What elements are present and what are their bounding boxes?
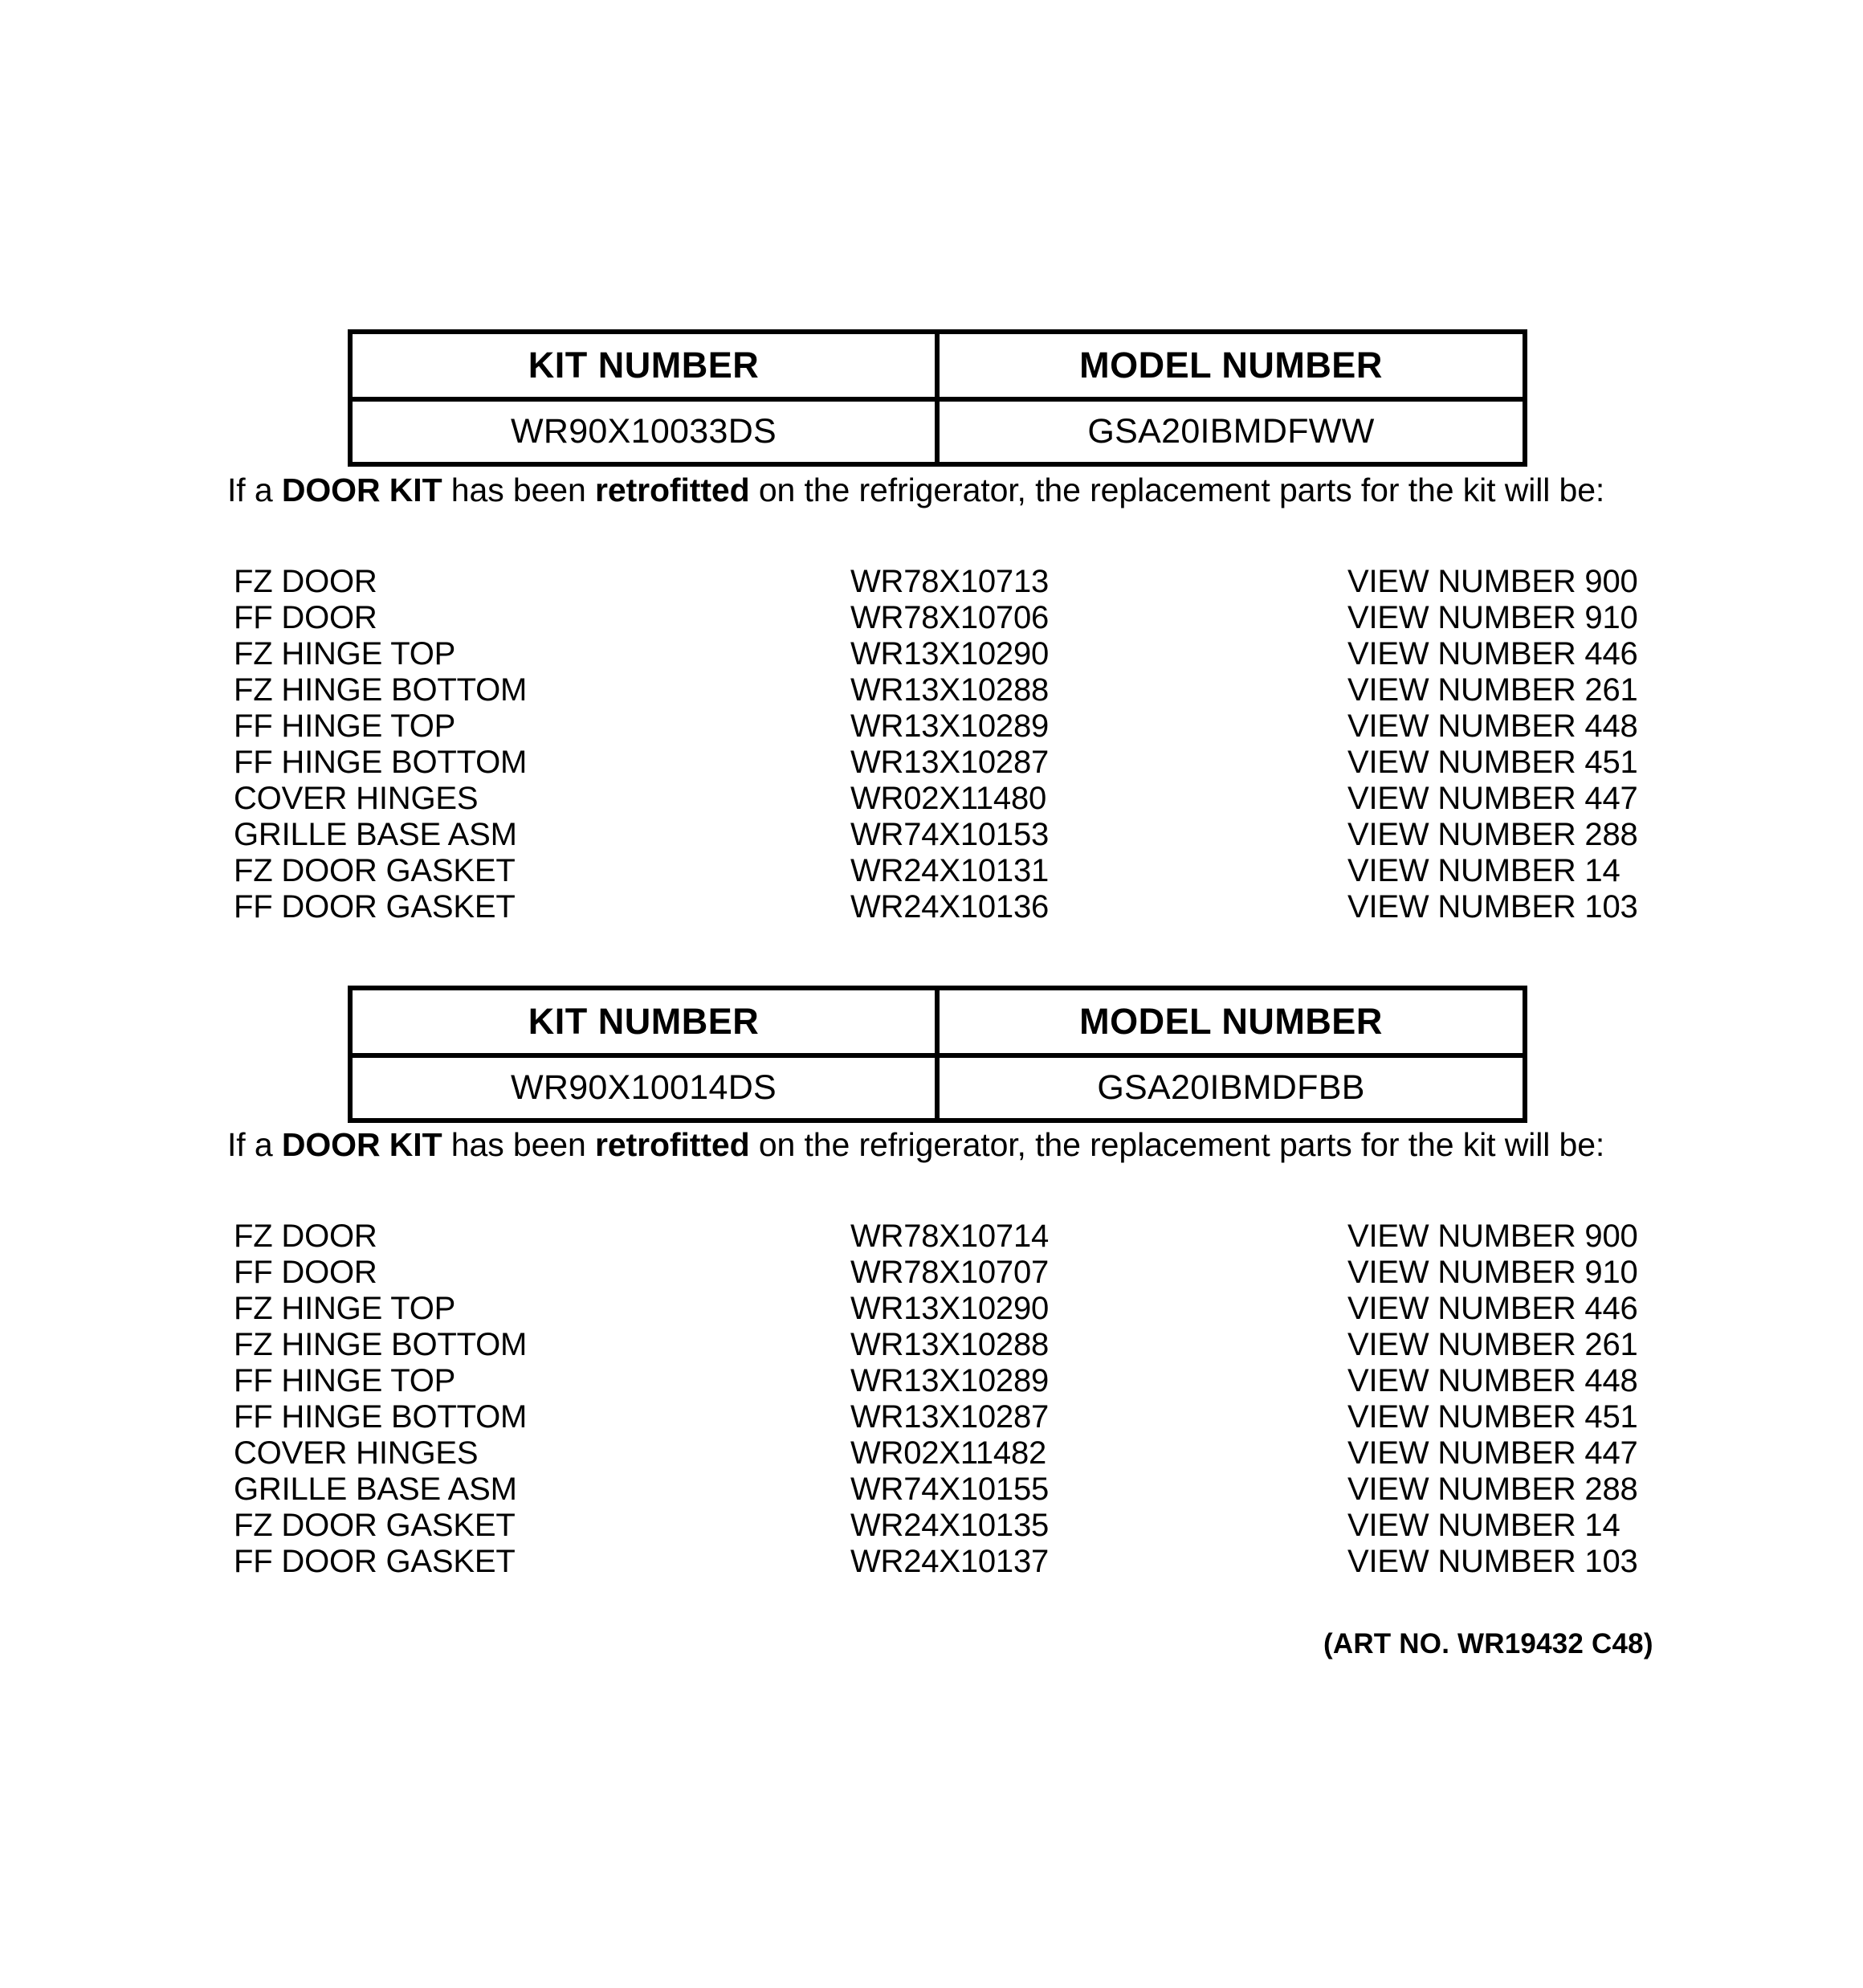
intro-text-part-1: If a [227, 1126, 282, 1163]
part-number: WR13X10288 [850, 1327, 1050, 1362]
intro-text-part-2: has been [442, 1126, 596, 1163]
intro-text-part-2: has been [442, 471, 596, 508]
view-number: VIEW NUMBER 910 [1347, 1255, 1638, 1290]
parts-list-row [0, 1219, 1863, 1255]
parts-list-row [0, 1435, 1863, 1472]
parts-list-row [0, 745, 1863, 781]
part-name: FF DOOR GASKET [234, 889, 516, 925]
intro-text-part-1: If a [227, 471, 282, 508]
view-number: VIEW NUMBER 446 [1347, 1291, 1638, 1326]
table-value-row [350, 399, 1525, 464]
part-number: WR13X10287 [850, 745, 1050, 780]
parts-list-row [0, 853, 1863, 889]
parts-list-row [0, 817, 1863, 853]
parts-list-row [0, 1255, 1863, 1291]
parts-list-row [0, 1399, 1863, 1435]
part-name: FZ DOOR GASKET [234, 853, 516, 888]
intro-text-part-3: on the refrigerator, the replacement parts for the kit will be: [749, 471, 1605, 508]
part-name: FF HINGE BOTTOM [234, 745, 528, 780]
view-number: VIEW NUMBER 447 [1347, 1435, 1638, 1471]
part-number: WR13X10289 [850, 1363, 1050, 1398]
intro-bold-door-kit: DOOR KIT [281, 471, 442, 508]
parts-list-row [0, 672, 1863, 708]
kit-number-value: WR90X10014DS [350, 1055, 937, 1121]
part-number: WR78X10713 [850, 564, 1050, 599]
intro-bold-retrofitted: retrofitted [595, 471, 750, 508]
view-number: VIEW NUMBER 14 [1347, 1508, 1620, 1543]
part-number: WR24X10135 [850, 1508, 1050, 1543]
parts-list-row [0, 1544, 1863, 1580]
table-header-row [350, 332, 1525, 399]
intro-bold-retrofitted: retrofitted [595, 1126, 750, 1163]
part-name: FZ HINGE BOTTOM [234, 672, 528, 708]
part-number: WR78X10714 [850, 1219, 1050, 1254]
part-name: GRILLE BASE ASM [234, 817, 517, 852]
part-name: FF HINGE TOP [234, 1363, 456, 1398]
view-number: VIEW NUMBER 288 [1347, 1472, 1638, 1507]
view-number: VIEW NUMBER 447 [1347, 781, 1638, 816]
part-name: FZ DOOR GASKET [234, 1508, 516, 1543]
parts-list-row [0, 1291, 1863, 1327]
kit-model-table [348, 329, 1527, 467]
view-number: VIEW NUMBER 448 [1347, 1363, 1638, 1398]
part-name: GRILLE BASE ASM [234, 1472, 517, 1507]
view-number: VIEW NUMBER 14 [1347, 853, 1620, 888]
part-name: FZ HINGE TOP [234, 1291, 456, 1326]
part-number: WR74X10153 [850, 817, 1050, 852]
view-number: VIEW NUMBER 261 [1347, 672, 1638, 708]
parts-list-row [0, 636, 1863, 672]
part-number: WR13X10289 [850, 708, 1050, 744]
view-number: VIEW NUMBER 451 [1347, 1399, 1638, 1435]
parts-list-row [0, 600, 1863, 636]
model-number-header: MODEL NUMBER [937, 988, 1525, 1055]
retrofit-instruction-text [227, 1126, 1605, 1163]
part-name: FZ HINGE TOP [234, 636, 456, 672]
part-number: WR24X10137 [850, 1544, 1050, 1579]
parts-list [0, 564, 1863, 925]
intro-bold-door-kit: DOOR KIT [281, 1126, 442, 1163]
part-name: FZ DOOR [234, 1219, 377, 1254]
parts-list [0, 1219, 1863, 1580]
part-number: WR13X10290 [850, 636, 1050, 672]
intro-text-part-3: on the refrigerator, the replacement parts for the kit will be: [749, 1126, 1605, 1163]
part-name: FZ HINGE BOTTOM [234, 1327, 528, 1362]
model-number-header: MODEL NUMBER [937, 332, 1525, 399]
part-name: FF DOOR [234, 1255, 377, 1290]
kit-number-header: KIT NUMBER [350, 332, 937, 399]
part-number: WR24X10131 [850, 853, 1050, 888]
kit-number-header: KIT NUMBER [350, 988, 937, 1055]
model-number-value: GSA20IBMDFBB [937, 1055, 1525, 1121]
part-number: WR13X10290 [850, 1291, 1050, 1326]
view-number: VIEW NUMBER 900 [1347, 1219, 1638, 1254]
parts-list-row [0, 1472, 1863, 1508]
part-number: WR02X11482 [850, 1435, 1047, 1471]
view-number: VIEW NUMBER 103 [1347, 1544, 1638, 1579]
view-number: VIEW NUMBER 103 [1347, 889, 1638, 925]
parts-list-row [0, 1327, 1863, 1363]
parts-list-row [0, 781, 1863, 817]
parts-list-row [0, 564, 1863, 600]
part-name: FZ DOOR [234, 564, 377, 599]
kit-number-value: WR90X10033DS [350, 399, 937, 464]
part-number: WR13X10288 [850, 672, 1050, 708]
part-number: WR78X10706 [850, 600, 1050, 635]
part-number: WR74X10155 [850, 1472, 1050, 1507]
view-number: VIEW NUMBER 288 [1347, 817, 1638, 852]
parts-list-row [0, 1363, 1863, 1399]
model-number-value: GSA20IBMDFWW [937, 399, 1525, 464]
part-name: COVER HINGES [234, 781, 479, 816]
art-number-footer: (ART NO. WR19432 C48) [1323, 1628, 1653, 1659]
retrofit-instruction-text [227, 471, 1605, 508]
table-value-row [350, 1055, 1525, 1121]
view-number: VIEW NUMBER 900 [1347, 564, 1638, 599]
part-number: WR02X11480 [850, 781, 1047, 816]
parts-list-row [0, 1508, 1863, 1544]
part-name: FF DOOR GASKET [234, 1544, 516, 1579]
part-name: FF DOOR [234, 600, 377, 635]
view-number: VIEW NUMBER 910 [1347, 600, 1638, 635]
part-name: FF HINGE TOP [234, 708, 456, 744]
parts-list-row [0, 708, 1863, 745]
view-number: VIEW NUMBER 261 [1347, 1327, 1638, 1362]
part-number: WR78X10707 [850, 1255, 1050, 1290]
view-number: VIEW NUMBER 451 [1347, 745, 1638, 780]
view-number: VIEW NUMBER 446 [1347, 636, 1638, 672]
table-header-row [350, 988, 1525, 1055]
part-name: FF HINGE BOTTOM [234, 1399, 528, 1435]
view-number: VIEW NUMBER 448 [1347, 708, 1638, 744]
part-name: COVER HINGES [234, 1435, 479, 1471]
part-number: WR24X10136 [850, 889, 1050, 925]
part-number: WR13X10287 [850, 1399, 1050, 1435]
parts-list-row [0, 889, 1863, 925]
kit-model-table [348, 986, 1527, 1123]
